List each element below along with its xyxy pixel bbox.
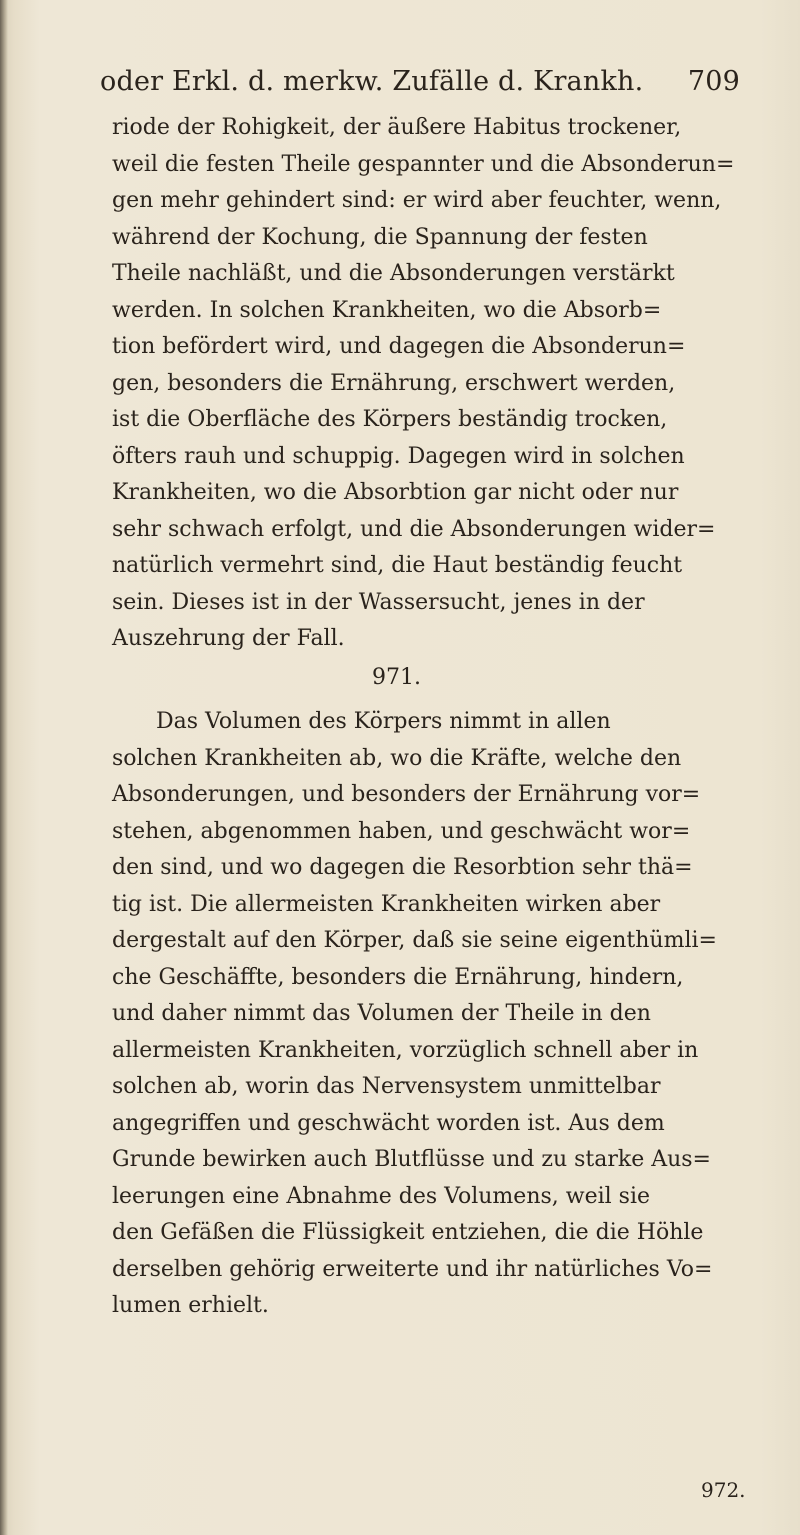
text-line: derselben gehörig erweiterte und ihr natürliches Vo= [112, 1256, 713, 1282]
text-line: und daher nimmt das Volumen der Theile in den [112, 1001, 651, 1026]
text-line: tig ist. Die allermeisten Krankheiten wirken aber [112, 891, 661, 917]
text-line: tion befördert wird, und dagegen die Absonderun= [112, 334, 686, 359]
text-line: Grunde bewirken auch Blutflüsse und zu starke Aus= [112, 1147, 711, 1172]
text-line: solchen ab, worin das Nervensystem unmittelbar [112, 1074, 661, 1099]
text-line: angegriffen und geschwächt worden ist. Aus dem [112, 1110, 665, 1136]
text-line: Auszehrung der Fall. [112, 626, 345, 651]
text-line: natürlich vermehrt sind, die Haut beständig feucht [112, 553, 683, 578]
paragraph-971 [112, 704, 742, 1325]
text-line: gen mehr gehindert sind: er wird aber feuchter, wenn, [112, 188, 722, 213]
paragraph-continued [112, 110, 742, 658]
running-title: oder Erkl. d. merkw. Zufälle d. Krankh. [100, 66, 644, 97]
text-line: solchen Krankheiten ab, wo die Kräfte, welche den [112, 745, 682, 771]
text-line: während der Kochung, die Spannung der festen [112, 224, 648, 250]
section-number: 971. [372, 665, 421, 690]
text-line: stehen, abgenommen haben, und geschwächt wor= [112, 818, 691, 844]
text-line: sein. Dieses ist in der Wassersucht, jenes in der [112, 589, 645, 615]
text-line: öfters rauh und schuppig. Dagegen wird in solchen [112, 443, 685, 469]
page-number: 709 [687, 66, 740, 97]
page-binding-edge [0, 0, 8, 1535]
text-line: dergestalt auf den Körper, daß sie seine eigenthümli= [112, 928, 717, 953]
text-line: Absonderungen, und besonders der Ernährung vor= [112, 782, 701, 807]
text-line: lumen erhielt. [112, 1293, 269, 1318]
text-line: den Gefäßen die Flüssigkeit entziehen, die die Höhle [112, 1220, 704, 1245]
text-line: weil die festen Theile gespannter und die Absonderun= [112, 151, 735, 177]
text-line: werden. In solchen Krankheiten, wo die Absorb= [112, 297, 662, 323]
text-line: sehr schwach erfolgt, und die Absonderungen wider= [112, 516, 716, 542]
running-header [100, 66, 740, 106]
text-line-first: Das Volumen des Körpers nimmt in allen [156, 709, 611, 734]
text-line: ist die Oberfläche des Körpers beständig trocken, [112, 407, 668, 432]
text-line: che Geschäffte, besonders die Ernährung, hindern, [112, 964, 684, 990]
text-line: leerungen eine Abnahme des Volumens, weil sie [112, 1183, 651, 1209]
text-line: Krankheiten, wo die Absorbtion gar nicht oder nur [112, 480, 679, 505]
text-line: allermeisten Krankheiten, vorzüglich schnell aber in [112, 1037, 699, 1063]
catchword: 972. [701, 1478, 746, 1502]
text-line: riode der Rohigkeit, der äußere Habitus trockener, [112, 115, 682, 140]
text-line: Theile nachläßt, und die Absonderungen verstärkt [112, 261, 675, 286]
text-line: gen, besonders die Ernährung, erschwert werden, [112, 370, 676, 396]
text-line: den sind, und wo dagegen die Resorbtion sehr thä= [112, 855, 693, 880]
